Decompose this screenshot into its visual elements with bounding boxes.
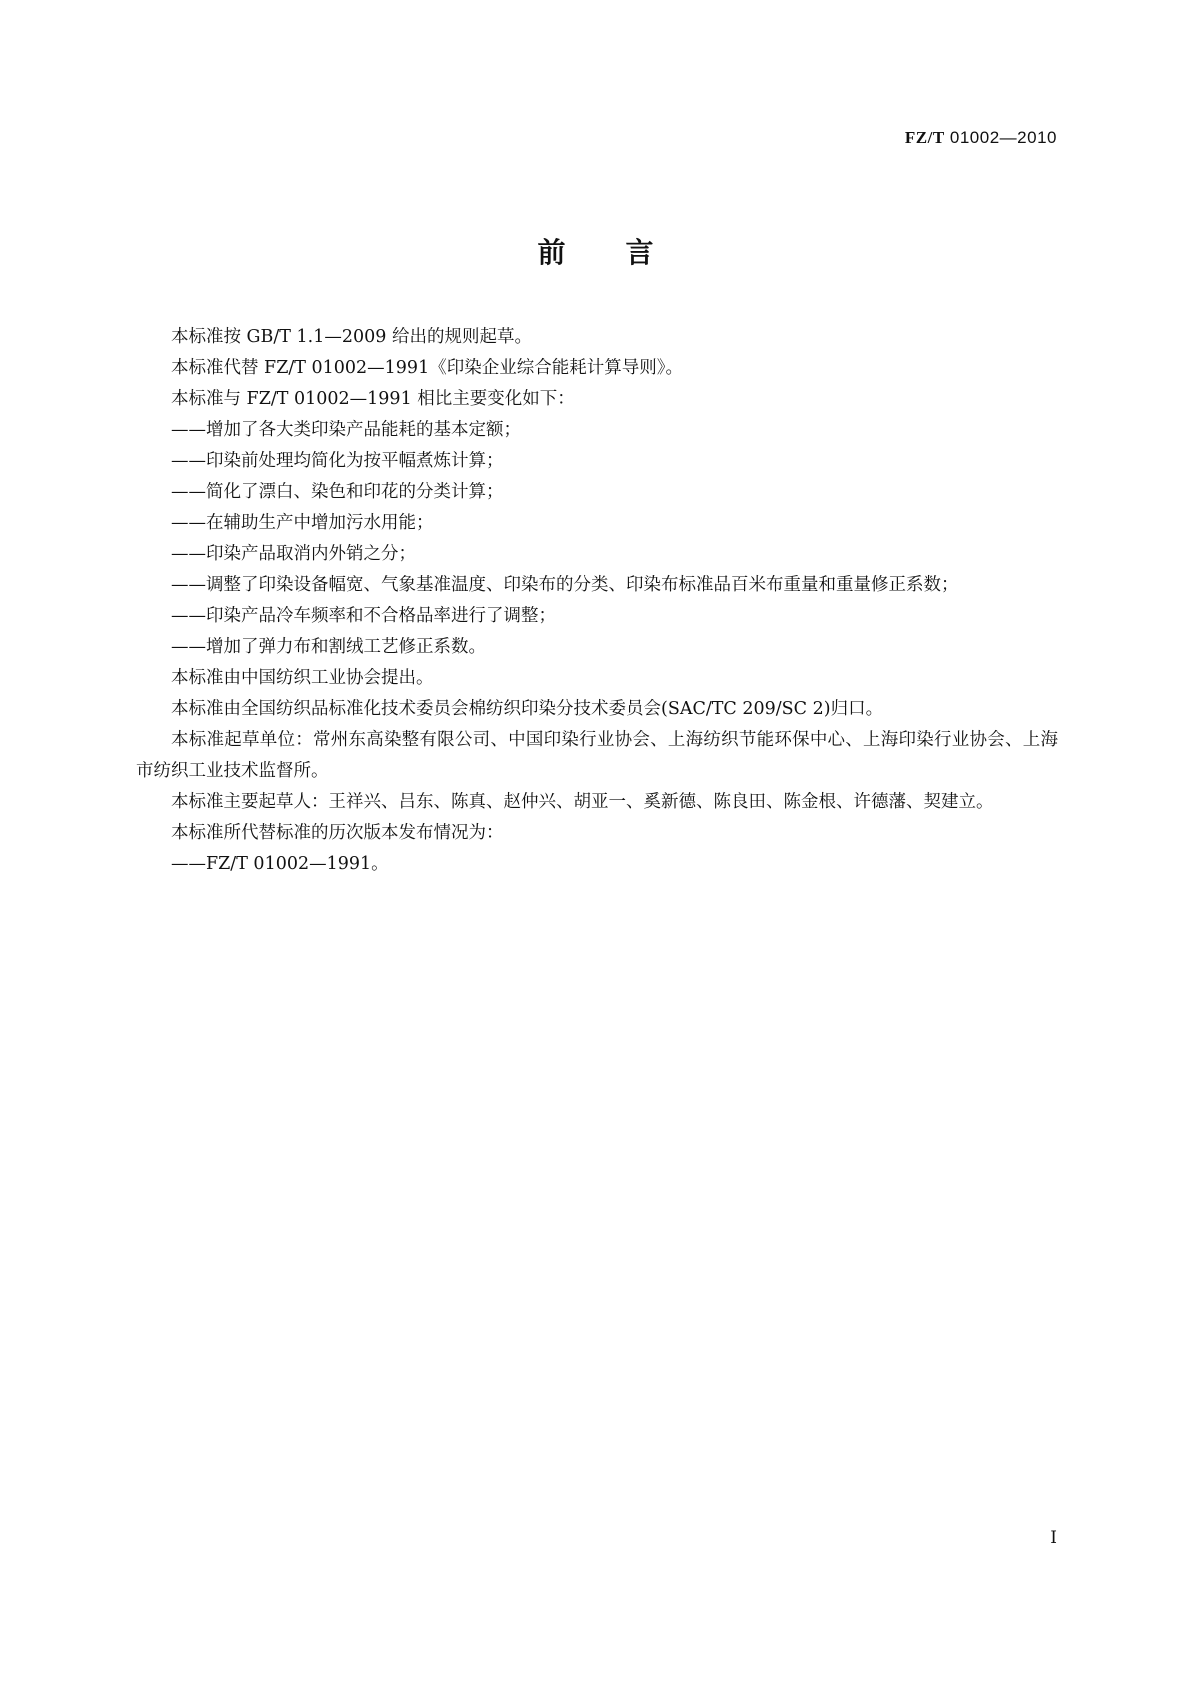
paragraph: 本标准按 GB/T 1.1—2009 给出的规则起草。: [171, 327, 532, 347]
list-item: ——印染产品冷车频率和不合格品率进行了调整；: [171, 606, 556, 626]
foreword-body: [136, 322, 1058, 880]
page-title: 前言: [537, 236, 714, 269]
list-item: ——简化了漂白、染色和印花的分类计算；: [171, 482, 504, 502]
list-item: ——增加了各大类印染产品能耗的基本定额；: [171, 420, 521, 440]
list-item: ——增加了弹力布和割绒工艺修正系数。: [171, 637, 486, 657]
paragraph: 本标准起草单位：常州东高染整有限公司、中国印染行业协会、上海纺织节能环保中心、上海印染行业协会、上海市纺织工业技术监督所。: [136, 730, 1058, 781]
list-item: ——印染产品取消内外销之分；: [171, 544, 416, 564]
list-item: ——FZ/T 01002—1991。: [171, 854, 389, 874]
list-item: ——印染前处理均简化为按平幅煮炼计算；: [171, 451, 504, 471]
list-item: ——调整了印染设备幅宽、气象基准温度、印染布的分类、印染布标准品百米布重量和重量修正系数；: [171, 575, 959, 595]
paragraph: 本标准代替 FZ/T 01002—1991《印染企业综合能耗计算导则》。: [171, 358, 683, 378]
paragraph: 本标准由中国纺织工业协会提出。: [171, 668, 434, 688]
page-number: I: [1050, 1528, 1057, 1548]
paragraph: 本标准主要起草人：王祥兴、吕东、陈真、赵仲兴、胡亚一、奚新德、陈良田、陈金根、许德藩、契建立。: [171, 792, 994, 812]
standard-code-prefix: FZ/T: [904, 128, 945, 147]
standard-code: [905, 128, 1057, 148]
paragraph: 本标准与 FZ/T 01002—1991 相比主要变化如下：: [171, 389, 575, 409]
paragraph: 本标准由全国纺织品标准化技术委员会棉纺织印染分技术委员会(SAC/TC 209/SC 2)归口。: [171, 699, 884, 719]
paragraph: 本标准所代替标准的历次版本发布情况为：: [171, 823, 504, 843]
standard-code-number: 01002—2010: [944, 128, 1057, 147]
list-item: ——在辅助生产中增加污水用能；: [171, 513, 434, 533]
